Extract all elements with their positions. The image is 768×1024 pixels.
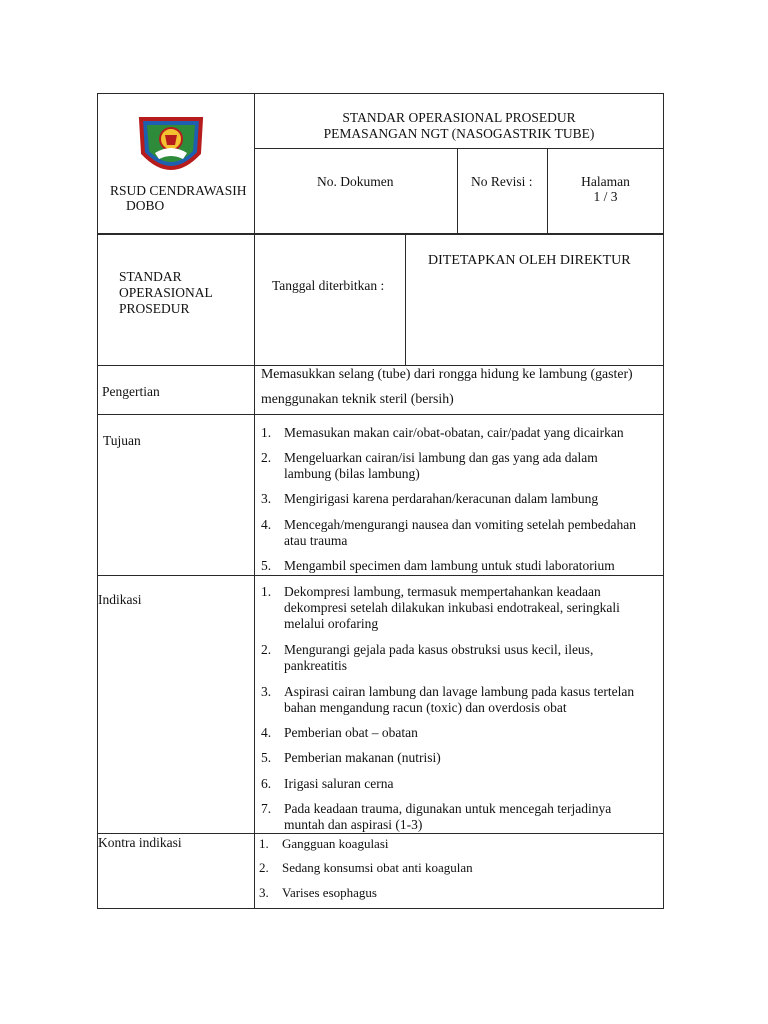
list-item-text: bahan mengandung racun (toxic) dan overdosis obat (284, 700, 567, 715)
list-item-number: 5. (261, 558, 272, 573)
list-item-text: Sedang konsumsi obat anti koagulan (282, 860, 473, 875)
list-item-number: 7. (261, 801, 272, 816)
sop-label-line3: PROSEDUR (119, 301, 190, 316)
border-tanggal-right (405, 234, 406, 365)
no-revisi-label: No Revisi : (471, 174, 533, 189)
list-item-text: Aspirasi cairan lambung dan lavage lambung pada kasus tertelan (284, 684, 635, 699)
list-item-text: pankreatitis (284, 658, 347, 673)
list-item-text: Mengirigasi karena perdarahan/keracunan dalam lambung (284, 491, 599, 506)
list-item-number: 5. (261, 750, 272, 765)
sop-label-line2: OPERASIONAL (119, 285, 213, 300)
border-top (97, 93, 664, 94)
list-item-text: Mengambil specimen dam lambung untuk studi laboratorium (284, 558, 615, 573)
halaman-label: Halaman (581, 174, 630, 189)
list-item-number: 4. (261, 517, 272, 532)
border-tujuan-bottom (97, 575, 664, 576)
border-dokumen-right (457, 148, 458, 234)
list-item-text: Irigasi saluran cerna (284, 776, 394, 791)
border-header-bottom (97, 233, 664, 235)
hospital-name-line2: DOBO (126, 198, 165, 213)
sop-label-line1: STANDAR (119, 269, 182, 284)
border-left (97, 93, 98, 909)
border-right (663, 93, 664, 909)
list-item-number: 3. (259, 885, 269, 900)
list-item-number: 3. (261, 491, 272, 506)
list-item-text: muntah dan aspirasi (1-3) (284, 817, 423, 832)
hospital-name-line1: RSUD CENDRAWASIH (110, 183, 247, 198)
indikasi-label: Indikasi (98, 592, 142, 607)
border-col-divider (254, 93, 255, 909)
ditetapkan-label: DITETAPKAN OLEH DIREKTUR (428, 253, 631, 268)
tujuan-label: Tujuan (103, 433, 141, 448)
no-dokumen-label: No. Dokumen (317, 174, 394, 189)
list-item-text: Mencegah/mengurangi nausea dan vomiting setelah pembedahan (284, 517, 637, 532)
list-item-number: 2. (261, 642, 272, 657)
halaman-value: 1 / 3 (593, 189, 618, 204)
list-item-text: atau trauma (284, 533, 348, 548)
list-item-number: 2. (261, 450, 272, 465)
pengertian-label: Pengertian (102, 384, 160, 399)
list-item-text: dekompresi setelah dilakukan inkubasi endotrakeal, seringkali (284, 600, 620, 615)
list-item-text: Mengurangi gejala pada kasus obstruksi usus kecil, ileus, (284, 642, 594, 657)
list-item-number: 1. (261, 584, 272, 599)
list-item-text: Gangguan koagulasi (282, 836, 389, 851)
doc-title-line1: STANDAR OPERASIONAL PROSEDUR (342, 110, 576, 125)
list-item-number: 2. (259, 860, 269, 875)
list-item-text: melalui orofaring (284, 616, 379, 631)
list-item-text: lambung (bilas lambung) (284, 466, 420, 481)
list-item-text: Pemberian obat – obatan (284, 725, 418, 740)
border-bottom (97, 908, 664, 909)
list-item-text: Pada keadaan trauma, digunakan untuk mencegah terjadinya (284, 801, 612, 816)
doc-title-line2: PEMASANGAN NGT (NASOGASTRIK TUBE) (323, 126, 595, 141)
border-indikasi-bottom (97, 833, 664, 834)
list-item-number: 1. (259, 836, 269, 851)
list-item-number: 1. (261, 425, 272, 440)
kontra-indikasi-label: Kontra indikasi (98, 835, 182, 850)
list-item-number: 3. (261, 684, 272, 699)
border-header-mid (255, 148, 664, 149)
tanggal-diterbitkan-label: Tanggal diterbitkan : (272, 278, 385, 293)
pengertian-line1: Memasukkan selang (tube) dari rongga hidung ke lambung (gaster) (261, 366, 633, 381)
border-pengertian-bottom (97, 414, 664, 415)
list-item-number: 4. (261, 725, 272, 740)
list-item-text: Varises esophagus (282, 885, 377, 900)
list-item-text: Dekompresi lambung, termasuk mempertahankan keadaan (284, 584, 601, 599)
list-item-number: 6. (261, 776, 272, 791)
pengertian-line2: menggunakan teknik steril (bersih) (261, 391, 454, 406)
list-item-text: Mengeluarkan cairan/isi lambung dan gas yang ada dalam (284, 450, 598, 465)
hospital-crest-icon (133, 113, 209, 183)
list-item-text: Memasukan makan cair/obat-obatan, cair/padat yang dicairkan (284, 425, 624, 440)
list-item-text: Pemberian makanan (nutrisi) (284, 750, 441, 765)
